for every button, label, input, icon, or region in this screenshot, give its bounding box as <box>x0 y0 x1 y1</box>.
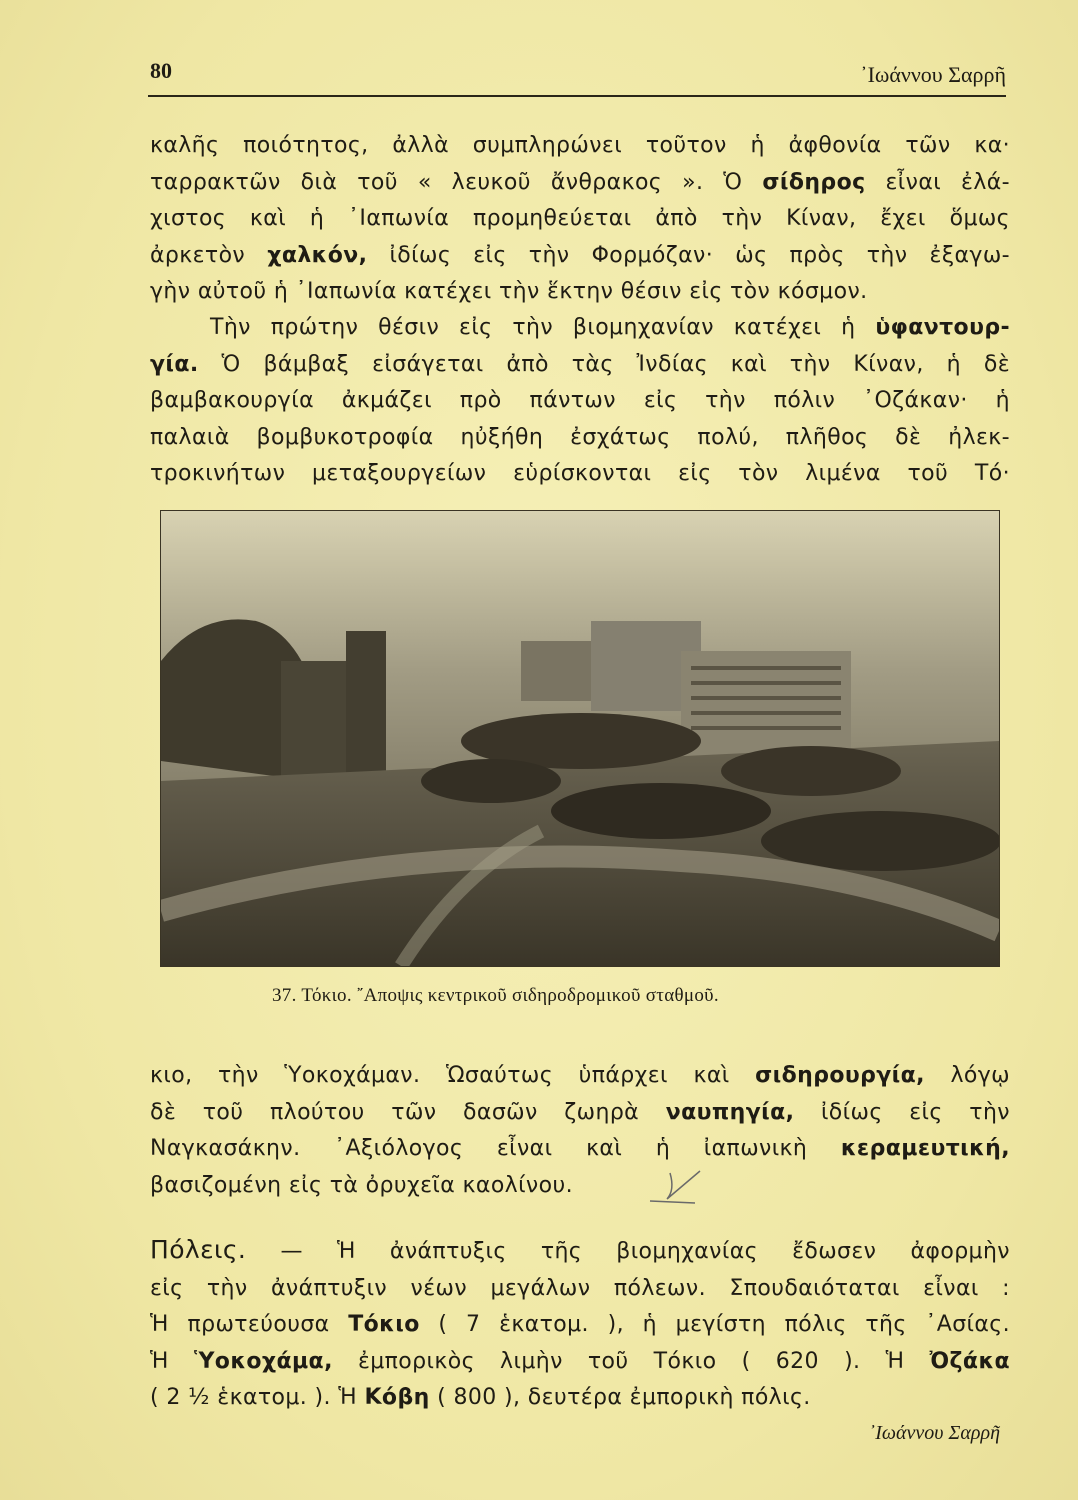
stamp-signature: ᾿Ιωάννου Σαρρῆ <box>868 1422 1000 1444</box>
keyword-textile-end: γία. <box>150 351 199 377</box>
text-line: τροκινήτων μεταξουργείων εὑρίσκονται εἰς τὸν λιμένα τοῦ Τό· <box>150 461 1010 486</box>
keyword-ceramics: κεραμευτική, <box>840 1136 1010 1161</box>
photo-illustration <box>161 511 999 966</box>
text-line: ταρρακτῶν διὰ τοῦ « λευκοῦ ἄνθρακος ». Ὁ σίδηρος εἶναι ἐλά- <box>150 169 1010 195</box>
text-line: ἀρκετὸν χαλκόν, ἰδίως εἰς τὴν Φορμόζαν· ὡς πρὸς τὴν ἐξαγω- <box>150 242 1010 268</box>
keyword-kobe: Κόβη <box>364 1385 430 1410</box>
keyword-yokohama: Ὑοκοχάμα, <box>193 1348 333 1374</box>
text-line: γία. Ὁ βάμβαξ εἰσάγεται ἀπὸ τὰς Ἰνδίας καὶ τὴν Κίναν, ἡ δὲ <box>150 351 1010 377</box>
text-line: γὴν αὐτοῦ ἡ ᾿Ιαπωνία κατέχει τὴν ἕκτην θέσιν εἰς τὸν κόσμον. <box>150 279 868 304</box>
text-line: ( 2 ½ ἑκατομ. ). Ἡ Κόβη ( 800 ), δευτέρα ἐμπορικὴ πόλις. <box>150 1385 811 1410</box>
keyword-osaka: Ὀζάκα <box>929 1348 1010 1374</box>
text-line: Τὴν πρώτην θέσιν εἰς τὴν βιομηχανίαν κατέχει ἡ ὑφαντουρ- <box>210 315 1010 340</box>
header-rule <box>148 95 1006 97</box>
text-line: δὲ τοῦ πλούτου τῶν δασῶν ζωηρὰ ναυπηγία, ἰδίως εἰς τὴν <box>150 1099 1010 1125</box>
paragraph-industry <box>150 310 1010 493</box>
text-line: Πόλεις. — Ἡ ἀνάπτυξις τῆς βιομηχανίας ἔδωσεν ἀφορμὴν <box>150 1235 1010 1264</box>
text-line: βασιζομένη εἰς τὰ ὀρυχεῖα καολίνου. <box>150 1172 574 1198</box>
page-number: 80 <box>150 58 172 83</box>
keyword-textile: ὑφαντουρ- <box>875 315 1010 340</box>
text-line: κιο, τὴν Ὑοκοχάμαν. Ὡσαύτως ὑπάρχει καὶ σιδηρουργία, λόγῳ <box>150 1063 1011 1088</box>
text-line: παλαιὰ βομβυκοτροφία ηὐξήθη ἐσχάτως πολύ, πλῆθος δὲ ἠλεκ- <box>150 424 1010 450</box>
text-line: Ἡ Ὑοκοχάμα, ἐμπορικὸς λιμὴν τοῦ Τόκιο ( 620 ). Ἡ Ὀζάκα <box>150 1348 1010 1374</box>
keyword-ironworks: σιδηρουργία, <box>755 1063 925 1088</box>
paragraph-resources <box>150 128 1010 311</box>
text-line: καλῆς ποιότητος, ἀλλὰ συμπληρώνει τοῦτον ἡ ἀφθονία τῶν κα· <box>150 133 1010 158</box>
keyword-tokyo: Τόκιο <box>348 1312 420 1337</box>
text-line: χιστος καὶ ἡ ᾿Ιαπωνία προμηθεύεται ἀπὸ τὴν Κίναν, ἔχει ὅμως <box>150 206 1010 231</box>
paragraph-cities <box>150 1232 1010 1417</box>
keyword-iron: σίδηρος <box>762 169 866 195</box>
paragraph-metallurgy <box>150 1058 1010 1204</box>
section-heading-cities: Πόλεις. <box>150 1235 247 1264</box>
running-head: ᾿Ιωάννου Σαρρῆ <box>860 62 1006 87</box>
keyword-shipbuilding: ναυπηγία, <box>665 1099 795 1125</box>
keyword-copper: χαλκόν, <box>267 242 368 268</box>
text-line: βαμβακουργία ἀκμάζει πρὸ πάντων εἰς τὴν πόλιν ᾿Οζάκαν· ἡ <box>150 388 1010 413</box>
figure-caption: 37. Τόκιο. ῎Αποψις κεντρικοῦ σιδηροδρομικοῦ σταθμοῦ. <box>272 985 719 1006</box>
pencil-checkmark-icon <box>645 1165 705 1205</box>
text-line: Ναγκασάκην. ᾿Αξιόλογος εἶναι καὶ ἡ ἰαπωνικὴ κεραμευτική, <box>150 1136 1010 1161</box>
figure-photo-tokyo-station <box>160 510 1000 967</box>
text-line: εἰς τὴν ἀνάπτυξιν νέων μεγάλων πόλεων. Σπουδαιόταται εἶναι : <box>150 1275 1010 1301</box>
text-line: Ἡ πρωτεύουσα Τόκιο ( 7 ἑκατομ. ), ἡ μεγίστη πόλις τῆς ᾿Ασίας. <box>150 1312 1010 1337</box>
